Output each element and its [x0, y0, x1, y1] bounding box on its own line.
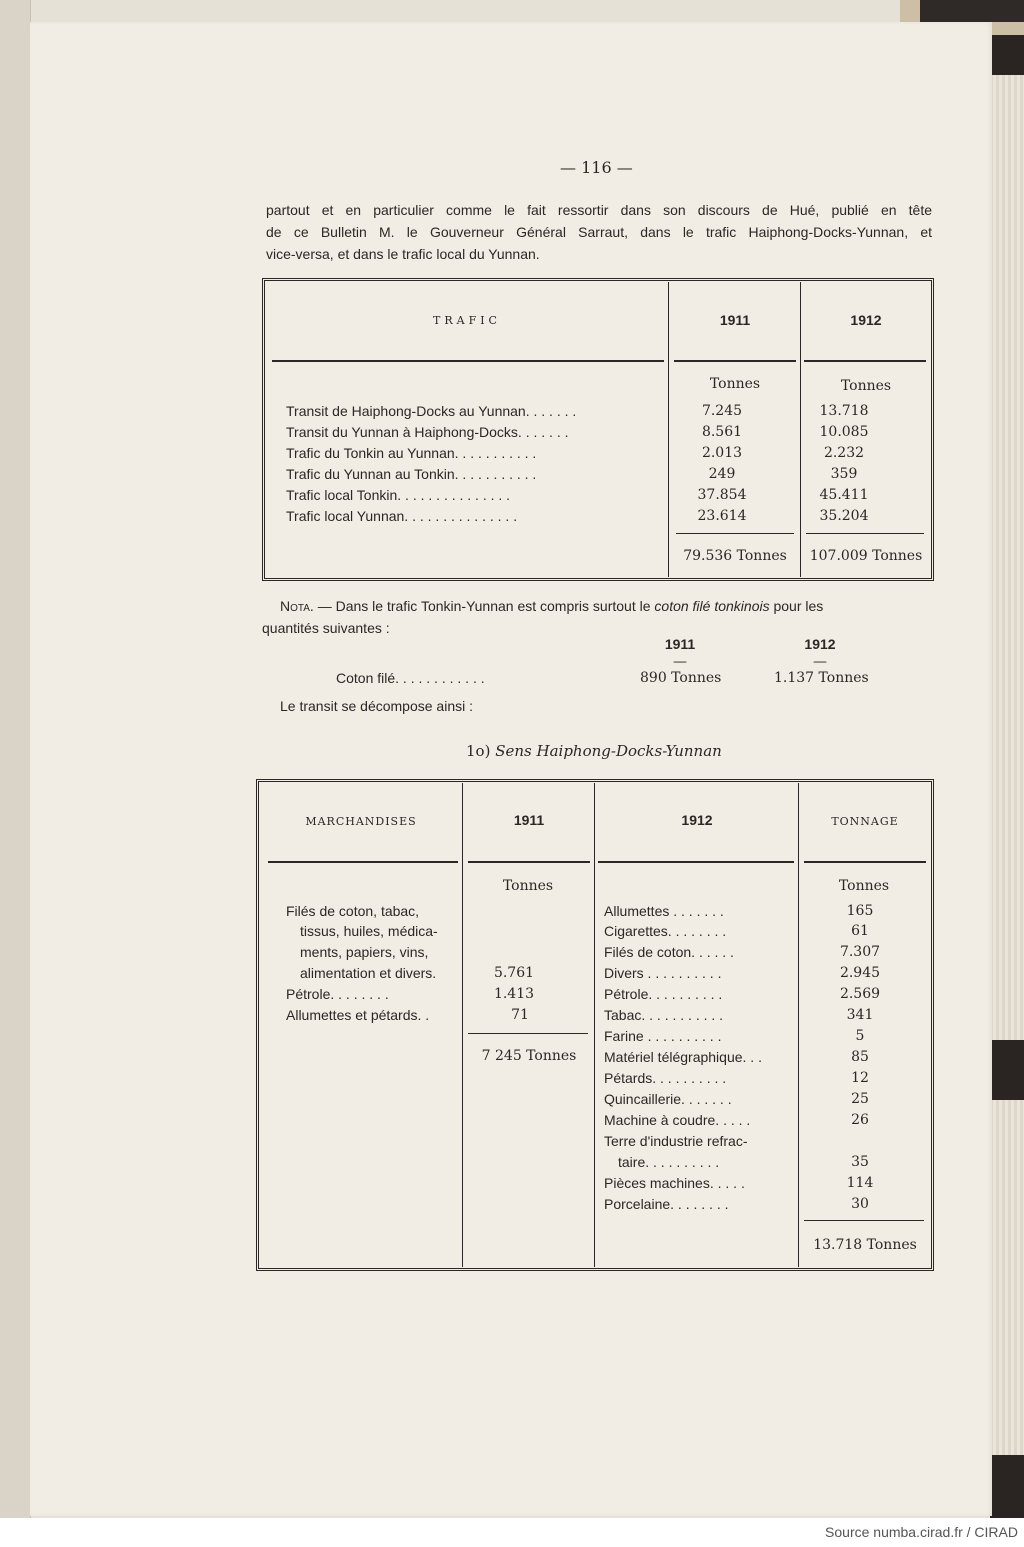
- goods-left-value: 5.761: [493, 965, 535, 981]
- intro-line-1: partout et en particulier comme le fait ressortir dans son discours de Hué, publié en tête: [266, 202, 932, 218]
- table-row-label: Trafic local Tonkin. . . . . . . . . . . . . . .: [286, 487, 511, 503]
- table-cell-1911: 37.854: [697, 487, 747, 503]
- goods-1912-value: 35: [851, 1154, 869, 1170]
- table-cell-1912: 2.232: [823, 445, 865, 461]
- table-cell-1911: 249: [708, 466, 736, 482]
- header-tonnage: TONNAGE: [831, 815, 899, 828]
- goods-1912-value: 85: [851, 1049, 869, 1065]
- goods-1912-label: Allumettes . . . . . . .: [604, 903, 724, 919]
- page-number: — 116 —: [560, 158, 633, 177]
- source-credit: Source numba.cirad.fr / CIRAD: [825, 1524, 1018, 1540]
- goods-left-value: 71: [511, 1007, 529, 1023]
- nota-text-1: — Dans le trafic Tonkin-Yunnan est compris surtout le: [313, 598, 655, 614]
- unit-1912: Tonnes: [840, 378, 892, 394]
- table-cell-1911: 2.013: [701, 445, 743, 461]
- goods-left-label: ments, papiers, vins,: [300, 944, 429, 960]
- goods-left-label: Pétrole. . . . . . . .: [286, 986, 389, 1002]
- unit-tonnage: Tonnes: [838, 878, 890, 894]
- coton-header-1911: 1911: [664, 636, 696, 652]
- coton-dash-1912: —: [813, 654, 827, 670]
- coton-1912: 1.137 Tonnes: [774, 670, 869, 686]
- goods-1912-label: Pétards. . . . . . . . . .: [604, 1070, 727, 1086]
- table-row-label: Trafic du Yunnan au Tonkin. . . . . . . . . . .: [286, 466, 537, 482]
- coton-label: Coton filé. . . . . . . . . . . .: [336, 670, 485, 686]
- section-title-text: Sens Haiphong-Docks-Yunnan: [495, 742, 722, 760]
- goods-1912-label: taire. . . . . . . . . .: [618, 1154, 720, 1170]
- section-title-number: 1o): [466, 742, 491, 760]
- book-cover-edge: [0, 0, 31, 1518]
- nota-line-2: quantités suivantes :: [262, 620, 390, 636]
- goods-1912-label: Pétrole. . . . . . . . . .: [604, 986, 723, 1002]
- header-1911: 1911: [719, 312, 751, 328]
- goods-left-label: tissus, huiles, médica-: [300, 923, 438, 939]
- section-title: [466, 741, 722, 761]
- table-row-label: Trafic local Yunnan. . . . . . . . . . . . . . .: [286, 508, 518, 524]
- goods-1912-label: Porcelaine. . . . . . . .: [604, 1196, 729, 1212]
- nota-line-1: [280, 596, 823, 616]
- total-1911: 79.536 Tonnes: [683, 548, 787, 564]
- goods-1912-value: 2.945: [839, 965, 881, 981]
- table-cell-1911: 23.614: [697, 508, 747, 524]
- table-cell-1912: 13.718: [819, 403, 869, 419]
- header-1912: 1912: [850, 312, 882, 328]
- table-cell-1911: 7.245: [701, 403, 743, 419]
- goods-1912-label: Farine . . . . . . . . . .: [604, 1028, 722, 1044]
- goods-1912-label: Divers . . . . . . . . . .: [604, 965, 722, 981]
- goods-1912-label: Terre d'industrie refrac-: [604, 1133, 748, 1149]
- goods-1912-value: 25: [851, 1091, 869, 1107]
- goods-total-tonnage: 13.718 Tonnes: [813, 1237, 917, 1253]
- unit-1911: Tonnes: [502, 878, 554, 894]
- goods-1912-label: Tabac. . . . . . . . . . .: [604, 1007, 724, 1023]
- nota-lead: Nota.: [280, 598, 314, 614]
- goods-1912-label: Machine à coudre. . . . .: [604, 1112, 751, 1128]
- coton-header-1912: 1912: [804, 636, 836, 652]
- goods-1912-label: Filés de coton. . . . . .: [604, 944, 734, 960]
- goods-left-value: 1.413: [493, 986, 535, 1002]
- goods-1912-value: 114: [846, 1175, 874, 1191]
- goods-1912-value: 5: [855, 1028, 865, 1044]
- header-1911: 1911: [513, 812, 545, 828]
- coton-1911: 890 Tonnes: [640, 670, 722, 686]
- goods-1912-label: Matériel télégraphique. . .: [604, 1049, 762, 1065]
- intro-line-3: vice-versa, et dans le trafic local du Yunnan.: [266, 246, 540, 262]
- table-row-label: Transit de Haiphong-Docks au Yunnan. . . . . . .: [286, 403, 577, 419]
- goods-left-label: alimentation et divers.: [300, 965, 437, 981]
- goods-1912-label: Pièces machines. . . . .: [604, 1175, 745, 1191]
- goods-1912-value: 165: [846, 903, 874, 919]
- total-1912: 107.009 Tonnes: [809, 548, 923, 564]
- unit-1911: Tonnes: [709, 376, 761, 392]
- header-marchandises: MARCHANDISES: [305, 815, 417, 828]
- nota-emphasis: coton filé tonkinois: [654, 598, 770, 614]
- goods-1912-value: 30: [851, 1196, 869, 1212]
- goods-1912-value: 2.569: [839, 986, 881, 1002]
- intro-line-2: de ce Bulletin M. le Gouverneur Général Sarraut, dans le trafic Haiphong-Docks-Yunnan, et: [266, 224, 932, 240]
- table-row-label: Trafic du Tonkin au Yunnan. . . . . . . . . . .: [286, 445, 537, 461]
- table-cell-1911: 8.561: [701, 424, 743, 440]
- table-cell-1912: 359: [830, 466, 858, 482]
- table-cell-1912: 10.085: [819, 424, 869, 440]
- goods-left-label: Filés de coton, tabac,: [286, 903, 420, 919]
- nota-text-2: pour les: [769, 598, 824, 614]
- goods-left-label: Allumettes et pétards. .: [286, 1007, 430, 1023]
- table-cell-1912: 45.411: [819, 487, 869, 503]
- table-cell-1912: 35.204: [819, 508, 869, 524]
- goods-1912-value: 26: [851, 1112, 869, 1128]
- header-1912: 1912: [681, 812, 713, 828]
- goods-1912-value: 61: [851, 923, 869, 939]
- goods-total-1911: 7 245 Tonnes: [481, 1048, 577, 1064]
- header-trafic: TRAFIC: [433, 314, 501, 327]
- goods-1912-value: 7.307: [839, 944, 881, 960]
- coton-dash-1911: —: [673, 654, 687, 670]
- goods-1912-label: Quincaillerie. . . . . . .: [604, 1091, 732, 1107]
- table-row-label: Transit du Yunnan à Haiphong-Docks. . . . . . .: [286, 424, 569, 440]
- goods-1912-label: Cigarettes. . . . . . . .: [604, 923, 727, 939]
- transit-line: Le transit se décompose ainsi :: [280, 698, 473, 714]
- goods-1912-value: 12: [851, 1070, 869, 1086]
- goods-1912-value: 341: [846, 1007, 874, 1023]
- page-edges: [990, 35, 1024, 1518]
